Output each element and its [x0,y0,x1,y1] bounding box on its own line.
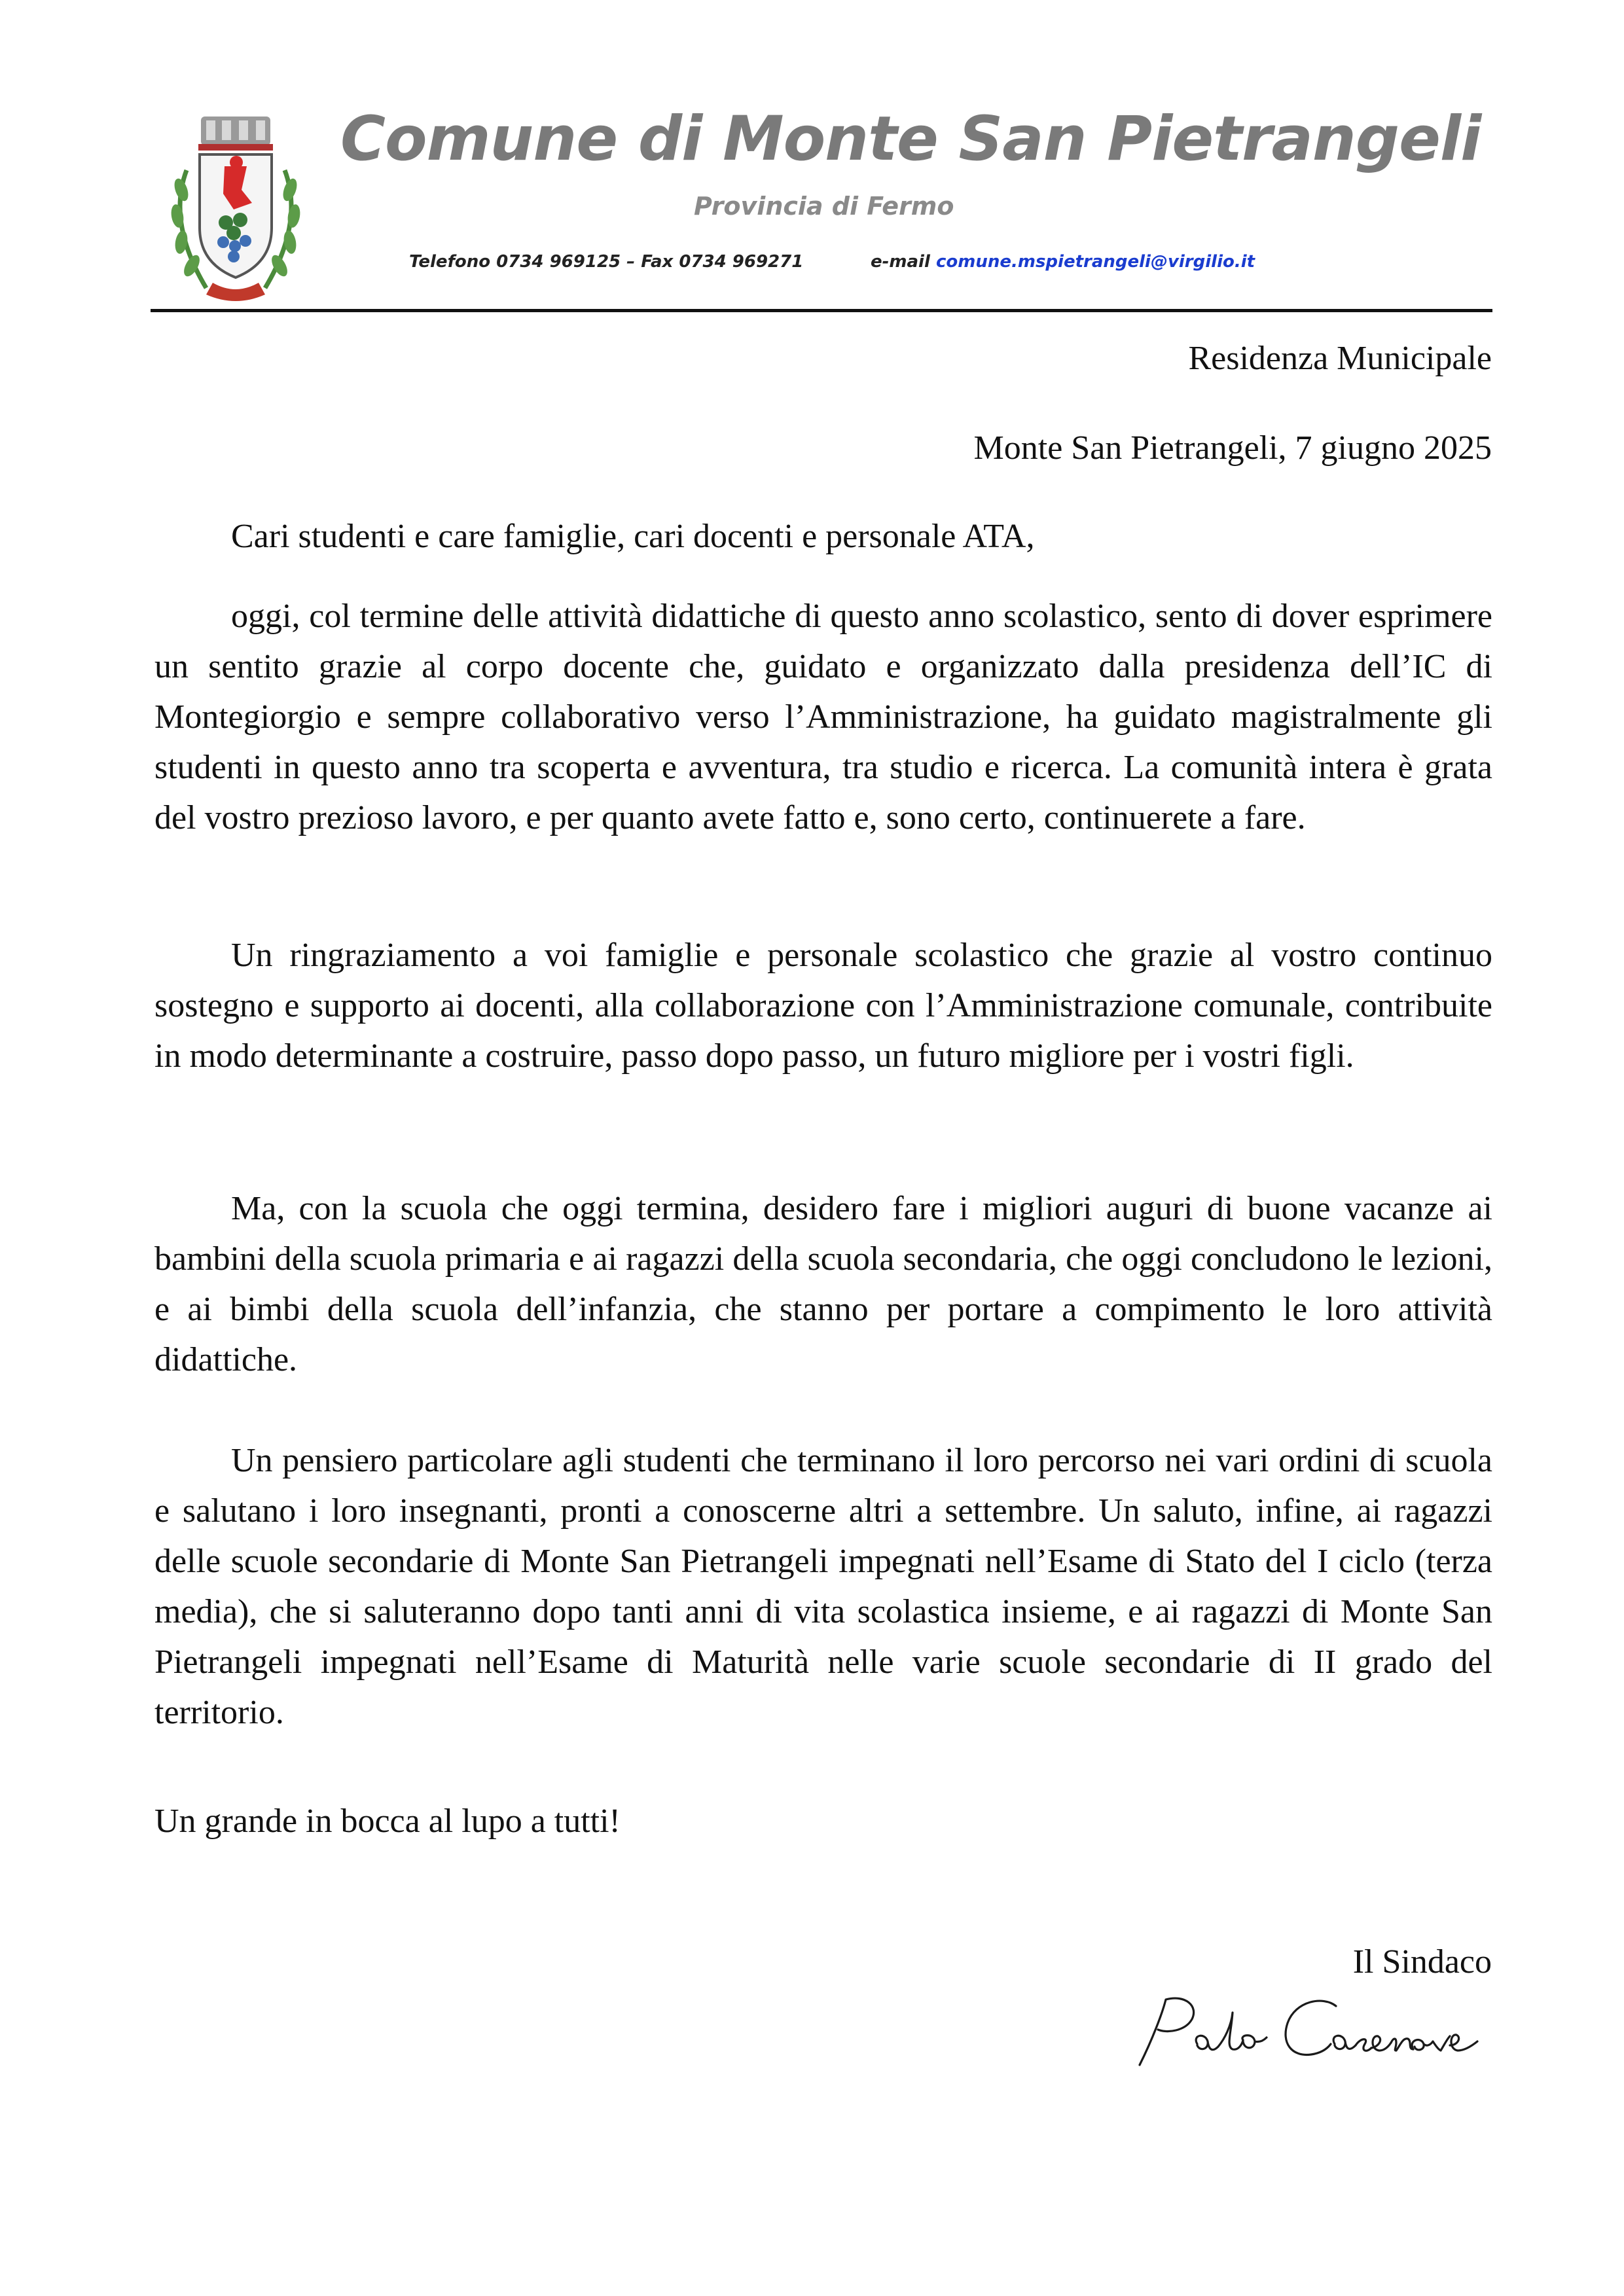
residence-line: Residenza Municipale [1188,340,1492,377]
municipality-title: Comune di Monte San Pietrangeli [340,103,1481,175]
salutation: Cari studenti e care famiglie, cari docenti e personale ATA, [231,518,1035,555]
body-paragraph-4: Un pensiero particolare agli studenti che terminano il loro percorso nei vari ordini di scuola e salutano i loro insegnanti, pronti a conoscerne altri a settembre. Un saluto, infine, ai ragazzi delle scuole secondarie di Monte San Pietrangeli impegnati nell’Esame di Stato del I ciclo (terza media), che si saluteranno dopo tanti anni di vita scolastica insieme, e ai ragazzi di Monte San Pietrangeli impegnati nell’Esame di Maturità nelle varie scuole secondarie di II grado del territorio. [154,1442,1492,1731]
body-paragraph-2: Un ringraziamento a voi famiglie e personale scolastico che grazie al vostro continuo sostegno e supporto ai docenti, alla collaborazione con l’Amministrazione comunale, contribuite in modo determinante a costruire, passo dopo passo, un futuro migliore per i vostri figli. [154,937,1492,1075]
handwritten-signature [1127,1986,1493,2078]
email-label: e-mail [871,252,930,272]
header-divider [151,309,1492,312]
closing-line: Un grande in bocca al lupo a tutti! [154,1803,621,1840]
contact-phone-fax: Telefono 0734 969125 – Fax 0734 969271 [409,252,804,272]
body-paragraph-1: oggi, col termine delle attività didattiche di questo anno scolastico, sento di dover esprimere un sentito grazie al corpo docente che, guidato e organizzato dalla presidenza dell’IC di Montegiorgio e sempre collaborativo verso l’Amministrazione, ha guidato magistralmente gli studenti in questo anno tra scoperta e avventura, tra studio e ricerca. La comunità intera è grata del vostro prezioso lavoro, e per quanto avete fatto e, sono certo, continuerete a fare. [154,598,1492,836]
coat-of-arms-icon [160,111,311,301]
body-paragraph-3: Ma, con la scuola che oggi termina, desidero fare i migliori auguri di buone vacanze ai bambini della scuola primaria e ai ragazzi della scuola secondaria, che oggi concludono le lezioni, e ai bimbi della scuola dell’infanzia, che stanno per portare a compimento le loro attività didattiche. [154,1190,1492,1378]
province-name: Provincia di Fermo [694,192,954,221]
contact-email [871,252,1255,272]
signer-role: Il Sindaco [1352,1943,1492,1981]
place-date: Monte San Pietrangeli, 7 giugno 2025 [973,429,1492,467]
email-link[interactable]: comune.mspietrangeli@virgilio.it [935,252,1255,272]
